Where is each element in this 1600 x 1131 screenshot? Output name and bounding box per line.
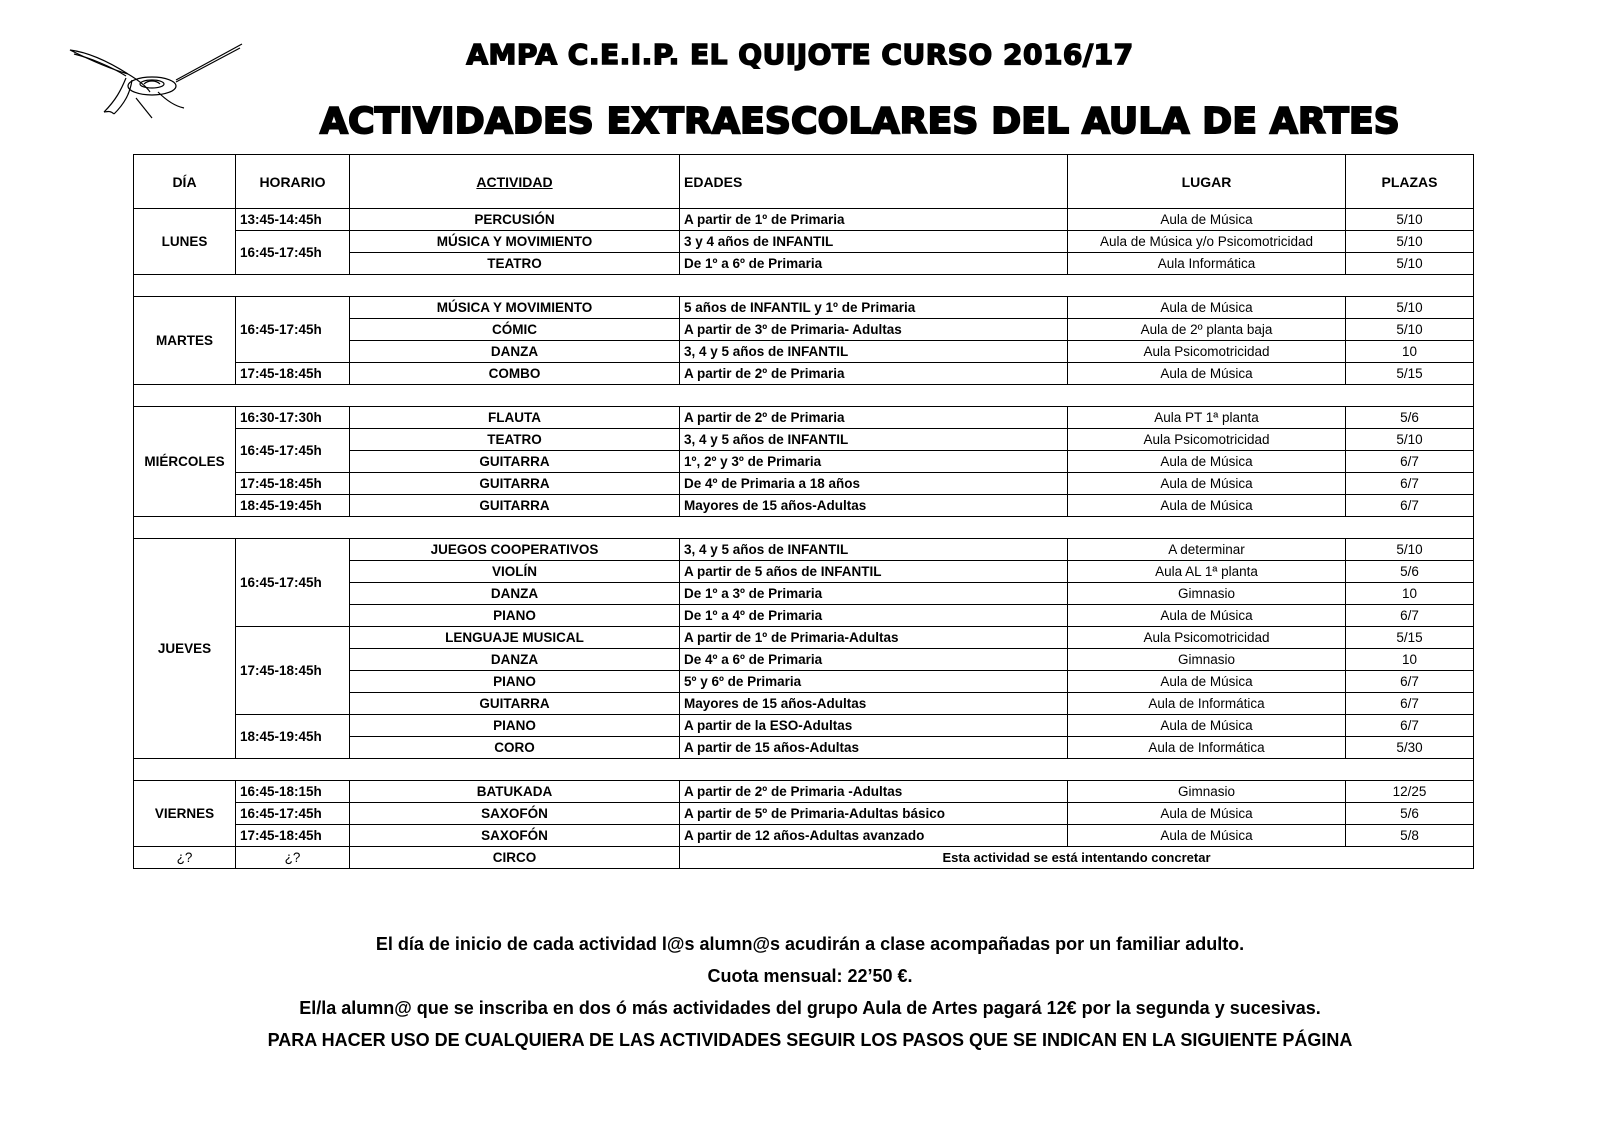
table-row (134, 539, 1474, 561)
activity-cell: CIRCO (350, 847, 680, 869)
spots-cell: 5/15 (1346, 363, 1474, 385)
spots-cell: 5/6 (1346, 803, 1474, 825)
activity-cell: DANZA (350, 341, 680, 363)
table-row (134, 429, 1474, 451)
day-cell: VIERNES (134, 781, 236, 847)
spacer-cell (134, 275, 1474, 297)
ages-cell: De 1º a 3º de Primaria (680, 583, 1068, 605)
table-row (134, 715, 1474, 737)
table-row (134, 825, 1474, 847)
header-plazas: PLAZAS (1346, 155, 1474, 209)
day-cell: MARTES (134, 297, 236, 385)
note-cell: Esta actividad se está intentando concretar (680, 847, 1474, 869)
spots-cell: 5/10 (1346, 539, 1474, 561)
activity-cell: FLAUTA (350, 407, 680, 429)
time-cell: 16:45-17:45h (236, 803, 350, 825)
time-cell: 18:45-19:45h (236, 715, 350, 759)
place-cell: Aula de Música (1068, 671, 1346, 693)
spots-cell: 10 (1346, 649, 1474, 671)
table-row (134, 803, 1474, 825)
place-cell: Aula de Música y/o Psicomotricidad (1068, 231, 1346, 253)
activity-cell: TEATRO (350, 253, 680, 275)
day-cell: MIÉRCOLES (134, 407, 236, 517)
place-cell: Aula de Música (1068, 825, 1346, 847)
ages-cell: 1º, 2º y 3º de Primaria (680, 451, 1068, 473)
ages-cell: A partir de 2º de Primaria (680, 363, 1068, 385)
spots-cell: 6/7 (1346, 451, 1474, 473)
place-cell: Aula AL 1ª planta (1068, 561, 1346, 583)
table-row (134, 297, 1474, 319)
activity-cell: MÚSICA Y MOVIMIENTO (350, 231, 680, 253)
spacer-row (134, 275, 1474, 297)
activity-cell: GUITARRA (350, 495, 680, 517)
ages-cell: 3, 4 y 5 años de INFANTIL (680, 539, 1068, 561)
place-cell: Aula de 2º planta baja (1068, 319, 1346, 341)
ages-cell: 5 años de INFANTIL y 1º de Primaria (680, 297, 1068, 319)
place-cell: Aula de Música (1068, 495, 1346, 517)
activity-cell: COMBO (350, 363, 680, 385)
place-cell: Aula Psicomotricidad (1068, 429, 1346, 451)
activity-cell: MÚSICA Y MOVIMIENTO (350, 297, 680, 319)
table-row (134, 473, 1474, 495)
ages-cell: De 1º a 4º de Primaria (680, 605, 1068, 627)
activity-cell: CÓMIC (350, 319, 680, 341)
ages-cell: Mayores de 15 años-Adultas (680, 495, 1068, 517)
table-row (134, 363, 1474, 385)
activity-cell: PIANO (350, 605, 680, 627)
note-monthly-fee: Cuota mensual: 22’50 €. (707, 966, 913, 986)
time-cell: 13:45-14:45h (236, 209, 350, 231)
time-cell: 16:45-17:45h (236, 297, 350, 363)
spots-cell: 5/10 (1346, 429, 1474, 451)
ages-cell: 3, 4 y 5 años de INFANTIL (680, 429, 1068, 451)
activity-cell: BATUKADA (350, 781, 680, 803)
spots-cell: 10 (1346, 341, 1474, 363)
time-cell: 16:45-18:15h (236, 781, 350, 803)
header-dia: DÍA (134, 155, 236, 209)
ages-cell: A partir de 3º de Primaria- Adultas (680, 319, 1068, 341)
spots-cell: 6/7 (1346, 473, 1474, 495)
note-discount: El/la alumn@ que se inscriba en dos ó más actividades del grupo Aula de Artes pagará 12€ por la segunda y sucesivas. (299, 998, 1321, 1018)
activity-cell: CORO (350, 737, 680, 759)
place-cell: Aula de Música (1068, 473, 1346, 495)
place-cell: Aula Psicomotricidad (1068, 341, 1346, 363)
activity-cell: DANZA (350, 583, 680, 605)
ages-cell: A partir de 5º de Primaria-Adultas básico (680, 803, 1068, 825)
table-row (134, 495, 1474, 517)
table-row (134, 209, 1474, 231)
day-cell: JUEVES (134, 539, 236, 759)
activity-cell: VIOLÍN (350, 561, 680, 583)
spots-cell: 6/7 (1346, 671, 1474, 693)
footer-notes (140, 928, 1480, 1056)
activity-cell: PIANO (350, 671, 680, 693)
ages-cell: De 1º a 6º de Primaria (680, 253, 1068, 275)
spacer-row (134, 759, 1474, 781)
time-cell: 17:45-18:45h (236, 363, 350, 385)
page-title: AMPA C.E.I.P. EL QUIJOTE CURSO 2016/17 (466, 38, 1134, 71)
time-cell: 18:45-19:45h (236, 495, 350, 517)
spots-cell: 12/25 (1346, 781, 1474, 803)
ages-cell: A partir de 1º de Primaria-Adultas (680, 627, 1068, 649)
time-cell: 16:45-17:45h (236, 539, 350, 627)
time-cell: 17:45-18:45h (236, 825, 350, 847)
time-cell: 17:45-18:45h (236, 473, 350, 495)
place-cell: Aula de Música (1068, 605, 1346, 627)
place-cell: Aula de Música (1068, 363, 1346, 385)
activity-cell: GUITARRA (350, 451, 680, 473)
place-cell: Gimnasio (1068, 583, 1346, 605)
activity-cell: TEATRO (350, 429, 680, 451)
ages-cell: 3, 4 y 5 años de INFANTIL (680, 341, 1068, 363)
place-cell: Aula de Música (1068, 297, 1346, 319)
ages-cell: De 4º de Primaria a 18 años (680, 473, 1068, 495)
ages-cell: 5º y 6º de Primaria (680, 671, 1068, 693)
place-cell: Aula Informática (1068, 253, 1346, 275)
header-horario: HORARIO (236, 155, 350, 209)
header-lugar: LUGAR (1068, 155, 1346, 209)
header-actividad: ACTIVIDAD (350, 155, 680, 209)
ages-cell: De 4º a 6º de Primaria (680, 649, 1068, 671)
activity-cell: GUITARRA (350, 693, 680, 715)
day-cell: LUNES (134, 209, 236, 275)
table-row (134, 407, 1474, 429)
time-cell: 17:45-18:45h (236, 627, 350, 715)
spots-cell: 5/6 (1346, 407, 1474, 429)
spots-cell: 6/7 (1346, 605, 1474, 627)
ages-cell: A partir de 15 años-Adultas (680, 737, 1068, 759)
place-cell: Aula de Música (1068, 803, 1346, 825)
spacer-cell (134, 517, 1474, 539)
activity-cell: GUITARRA (350, 473, 680, 495)
place-cell: Aula de Música (1068, 451, 1346, 473)
place-cell: Aula de Música (1068, 209, 1346, 231)
place-cell: Aula Psicomotricidad (1068, 627, 1346, 649)
table-row (134, 781, 1474, 803)
spacer-row (134, 385, 1474, 407)
place-cell: Aula PT 1ª planta (1068, 407, 1346, 429)
ages-cell: 3 y 4 años de INFANTIL (680, 231, 1068, 253)
table-header-row (134, 155, 1474, 209)
ages-cell: A partir de la ESO-Adultas (680, 715, 1068, 737)
spots-cell: 6/7 (1346, 693, 1474, 715)
spots-cell: 5/10 (1346, 297, 1474, 319)
spacer-cell (134, 385, 1474, 407)
spots-cell: 5/10 (1346, 231, 1474, 253)
ages-cell: A partir de 2º de Primaria -Adultas (680, 781, 1068, 803)
ages-cell: A partir de 5 años de INFANTIL (680, 561, 1068, 583)
spots-cell: 10 (1346, 583, 1474, 605)
spots-cell: 5/10 (1346, 319, 1474, 341)
note-next-page: PARA HACER USO DE CUALQUIERA DE LAS ACTIVIDADES SEGUIR LOS PASOS QUE SE INDICAN EN LA SIGUIENTE PÁGINA (267, 1030, 1353, 1050)
activity-cell: SAXOFÓN (350, 803, 680, 825)
page-subtitle: ACTIVIDADES EXTRAESCOLARES DEL AULA DE ARTES (320, 101, 1400, 142)
activity-cell: SAXOFÓN (350, 825, 680, 847)
activity-cell: DANZA (350, 649, 680, 671)
spacer-row (134, 517, 1474, 539)
ages-cell: A partir de 1º de Primaria (680, 209, 1068, 231)
ages-cell: A partir de 2º de Primaria (680, 407, 1068, 429)
place-cell: Aula de Informática (1068, 693, 1346, 715)
spots-cell: 5/8 (1346, 825, 1474, 847)
day-cell: ¿? (134, 847, 236, 869)
schedule-table (133, 154, 1474, 869)
ages-cell: A partir de 12 años-Adultas avanzado (680, 825, 1068, 847)
spots-cell: 6/7 (1346, 495, 1474, 517)
time-cell: 16:45-17:45h (236, 429, 350, 473)
activity-cell: PIANO (350, 715, 680, 737)
spacer-cell (134, 759, 1474, 781)
note-first-day: El día de inicio de cada actividad l@s alumn@s acudirán a clase acompañadas por un familiar adulto. (375, 934, 1245, 954)
table-row (134, 231, 1474, 253)
place-cell: Gimnasio (1068, 649, 1346, 671)
activity-cell: JUEGOS COOPERATIVOS (350, 539, 680, 561)
ages-cell: Mayores de 15 años-Adultas (680, 693, 1068, 715)
table-row (134, 627, 1474, 649)
spots-cell: 5/15 (1346, 627, 1474, 649)
place-cell: Aula de Informática (1068, 737, 1346, 759)
place-cell: Gimnasio (1068, 781, 1346, 803)
spots-cell: 6/7 (1346, 715, 1474, 737)
table-row (134, 847, 1474, 869)
place-cell: Aula de Música (1068, 715, 1346, 737)
header-edades: EDADES (680, 155, 1068, 209)
place-cell: A determinar (1068, 539, 1346, 561)
spots-cell: 5/10 (1346, 209, 1474, 231)
spots-cell: 5/30 (1346, 737, 1474, 759)
time-cell: 16:45-17:45h (236, 231, 350, 275)
activity-cell: LENGUAJE MUSICAL (350, 627, 680, 649)
time-cell: 16:30-17:30h (236, 407, 350, 429)
activity-cell: PERCUSIÓN (350, 209, 680, 231)
spots-cell: 5/6 (1346, 561, 1474, 583)
spots-cell: 5/10 (1346, 253, 1474, 275)
time-cell: ¿? (236, 847, 350, 869)
